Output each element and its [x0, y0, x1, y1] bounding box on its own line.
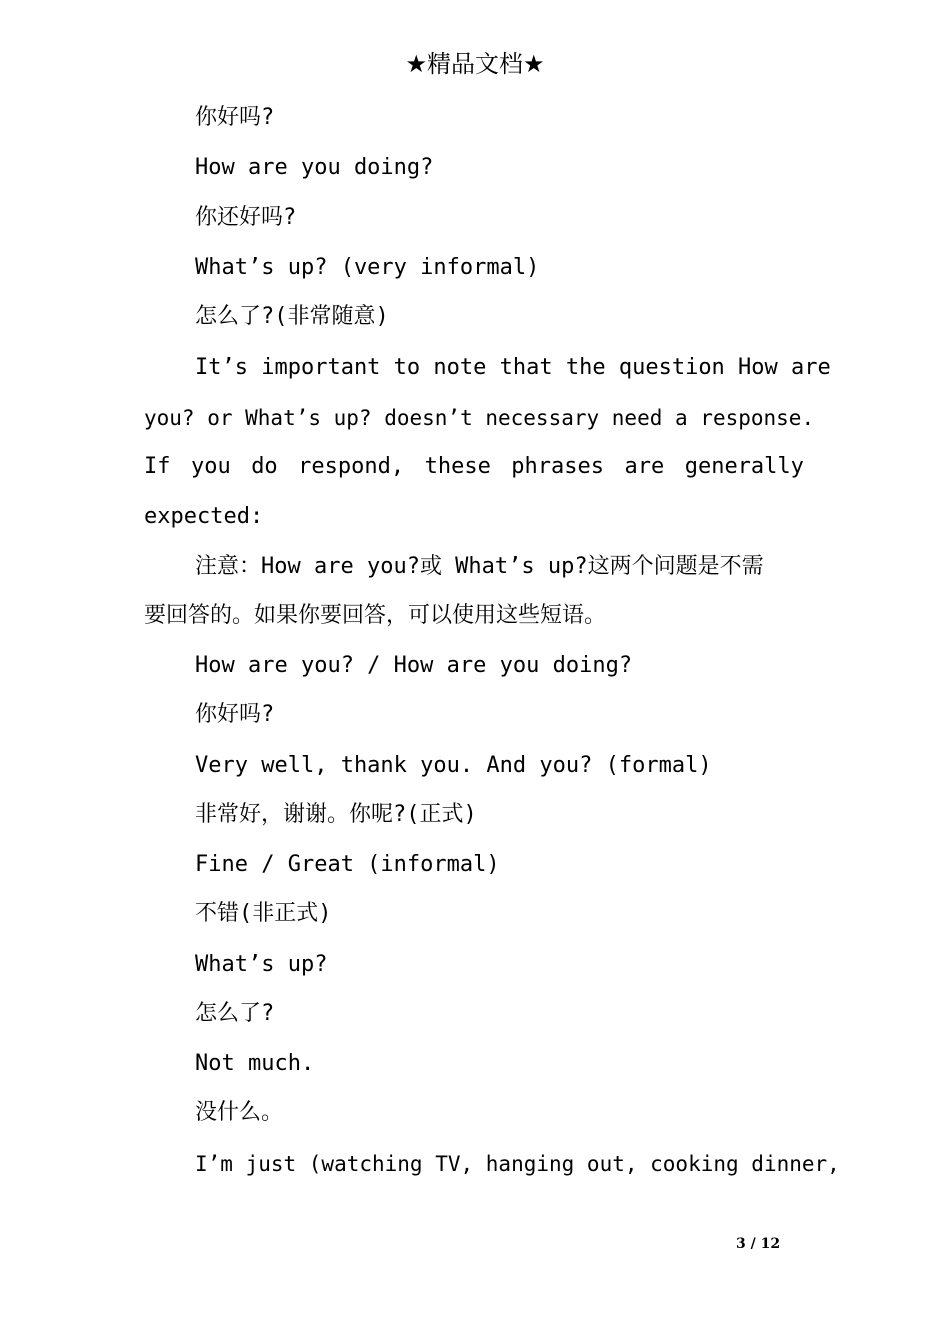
text-line: 你还好吗?	[195, 205, 297, 230]
text-line: 怎么了?	[195, 1001, 275, 1026]
text-line: How are you? / How are you doing?	[195, 653, 633, 678]
page-header-title: ★精品文档★	[405, 50, 545, 78]
text-line: 你好吗?	[195, 702, 275, 727]
text-line: How are you doing?	[195, 155, 434, 180]
text-line: you? or What’s up? doesn’t necessary need a response.	[144, 406, 815, 430]
justified-text-line	[144, 452, 804, 482]
text-line: 没什么。	[195, 1100, 284, 1125]
text-line: What’s up?	[195, 952, 328, 977]
text-line: expected:	[144, 504, 264, 529]
text-line: Not much.	[195, 1051, 315, 1076]
text-line: 注意：How are you?或 What’s up?这两个问题是不需	[195, 554, 764, 579]
text-line: Very well, thank you. And you? (formal)	[195, 753, 712, 778]
text-line: It’s important to note that the question How are	[195, 355, 831, 380]
word: If	[144, 454, 171, 479]
text-line: 不错(非正式)	[195, 901, 332, 926]
word: respond,	[298, 454, 405, 479]
text-line: 非常好，谢谢。你呢?(正式)	[195, 802, 477, 827]
word: do	[251, 454, 278, 479]
text-line: 怎么了?(非常随意)	[195, 304, 389, 329]
word: generally	[684, 454, 804, 479]
page-number: 3 / 12	[736, 1236, 781, 1252]
text-line: Fine / Great (informal)	[195, 852, 500, 877]
word: these	[424, 454, 491, 479]
word: are	[624, 454, 665, 479]
text-line: 你好吗?	[195, 105, 275, 130]
text-line: 要回答的。如果你要回答，可以使用这些短语。	[144, 603, 607, 628]
word: you	[190, 454, 231, 479]
text-line: I’m just (watching TV, hanging out, cooking dinner,	[195, 1152, 840, 1176]
word: phrases	[511, 454, 605, 479]
text-line: What’s up? (very informal)	[195, 255, 540, 280]
